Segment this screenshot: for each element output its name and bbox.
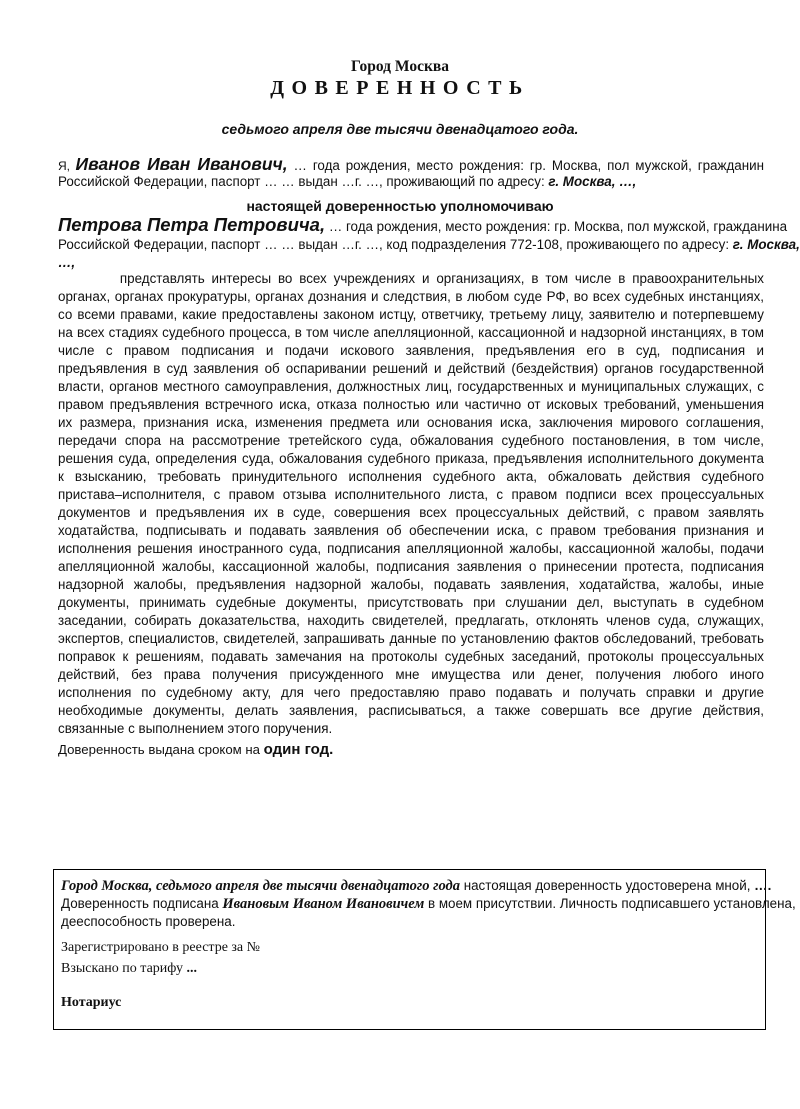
principal-name: Иванов Иван Иванович, [75,154,288,174]
notary-line-1 [61,877,772,895]
notary-capacity-line: дееспособность проверена. [61,914,236,929]
powers-line: к взысканию, требовать принудительного исполнения судебного акта, обжаловать действия судебного [58,469,764,484]
powers-line: решения суда, определения суда, обжалования судебного приказа, предъявления исполнительного документа [58,451,764,466]
notary-ellipsis: …. [754,878,772,893]
authorize-statement: настоящей доверенностью уполномочиваю [246,198,554,214]
agent-passport: Российской Федерации, паспорт … … выдан …г. …, код подразделения 772-108, проживающего по адресу: [58,237,733,252]
powers-line: предъявления в суд заявления об оспаривании решений и действий (бездействия) органов государственной [58,361,764,376]
powers-line: необходимые документы, делать заявления, расписываться, а также совершать все другие действия, [58,703,764,718]
notary-place-date: Город Москва, седьмого апреля две тысячи двенадцатого года [61,878,460,894]
powers-line: органах, органах прокуратуры, органах дознания и следствия, в любом суде РФ, во всех судебных инстанциях, [58,289,764,304]
powers-line: со всеми правами, какие предоставлены законом истцу, ответчику, третьему лицу, заявителю и потерпевшему [58,307,764,322]
notary-certification-box [53,869,796,1030]
notary-fee-text: Взыскано по тарифу [61,961,187,976]
powers-paragraph [58,270,764,738]
principal-line-2 [58,173,764,191]
powers-line: поправок к решениям, подавать замечания на протоколы судебных заседаний, протоколы процессуальных [58,649,764,664]
powers-line: их размера, признания иска, изменения предмета или основания иска, заключения мирового соглашения, [58,415,764,430]
agent-line-3: …, [58,255,76,270]
powers-line: документы, принимать судебные документы, присутствовать при слушании дел, выступать в судебном [58,595,764,610]
powers-line: надзорной жалобы, предъявления надзорной жалобы, подавать заявления, ходатайства, жалобы, иные [58,577,764,592]
notary-fee-dots: ... [186,961,197,976]
powers-line: пристава–исполнителя, с правом отзыва исполнительного листа, с правом подписи всех процессуальных [58,487,764,502]
agent-block [58,214,800,272]
powers-line: исполнения по судебному акту, для чего предоставляю право подавать и получать справки и другие [58,685,764,700]
powers-line: действий, без права получения присужденного мне имущества или денег, получения любого иного [58,667,764,682]
principal-prefix: Я, [58,159,76,173]
agent-line-1 [58,214,788,236]
validity-term-period: один год. [263,741,334,758]
document-title: ДОВЕРЕННОСТЬ [270,77,530,99]
notary-signer-name: Ивановым Иваном Ивановичем [222,896,425,912]
notary-line-2 [61,895,796,913]
powers-line: апелляционной жалобы, кассационной жалобы, подписания заявления о принесении протеста, подписания [58,559,764,574]
powers-line: исполнения решения иностранного суда, подписания апелляционной жалобы, кассационной жалобы, подачи [58,541,764,556]
principal-block [58,155,764,191]
powers-line: передачи спора на рассмотрение третейского суда, обжалования судебного постановления, в том числе, [58,433,764,448]
agent-name: Петрова Петра Петровича, [58,214,326,235]
notary-signature-label: Нотариус [61,995,122,1010]
powers-line: заседании, собирать доказательства, находить свидетелей, предлагать, отклонять членов суда, служащих, [58,613,764,628]
notary-presence-text: в моем присутствии. Личность подписавшего установлена, [424,896,796,911]
powers-line: ходатайства, подписывать и подавать заявления об обеспечении иска, с правом требования признания и [58,523,764,538]
agent-line-2 [58,236,800,254]
city-heading: Город Москва [351,58,449,75]
principal-details: … года рождения, место рождения: гр. Москва, пол мужской, гражданин [287,158,764,173]
validity-term [58,741,333,758]
powers-line: числе с правом подписания и подачи искового заявления, предъявления его в суд, подписания и [58,343,764,358]
notary-registry-line: Зарегистрировано в реестре за № [61,940,261,955]
powers-line: власти, органов местного самоуправления, должностных лиц, государственных и муниципальных служащих, с [58,379,764,394]
powers-line: правом предъявления встречного иска, отказа полностью или частично от исковых требований, уменьшения [58,397,764,412]
agent-address: г. Москва, [732,237,800,252]
powers-line: экспертов, специалистов, свидетелей, запрашивать данные по установлению фактов обследований, требовать [58,631,764,646]
principal-passport: Российской Федерации, паспорт … … выдан …г. …, проживающий по адресу: [58,174,549,189]
notary-fee-line [61,960,760,978]
document-date: седьмого апреля две тысячи двенадцатого года. [221,121,579,137]
powers-line: документов и предъявления их в суде, совершения всех процессуальных действий, с правом заявлять [58,505,764,520]
powers-line: на всех стадиях судебного процесса, в том числе апелляционной, кассационной и надзорной инстанциях, в том [58,325,764,340]
principal-address: г. Москва, …, [548,174,637,189]
powers-line: связанные с выполнением этого поручения. [58,721,333,736]
notary-signed-by-text: Доверенность подписана [61,896,223,911]
powers-line: представлять интересы во всех учреждениях и организациях, в том числе в правоохранительных [58,271,764,286]
principal-line-1 [58,155,764,173]
agent-details: … года рождения, место рождения: гр. Москва, пол мужской, гражданина [325,219,788,234]
validity-term-text: Доверенность выдана сроком на [58,742,264,757]
notary-certified-text: настоящая доверенность удостоверена мной, [459,878,755,893]
